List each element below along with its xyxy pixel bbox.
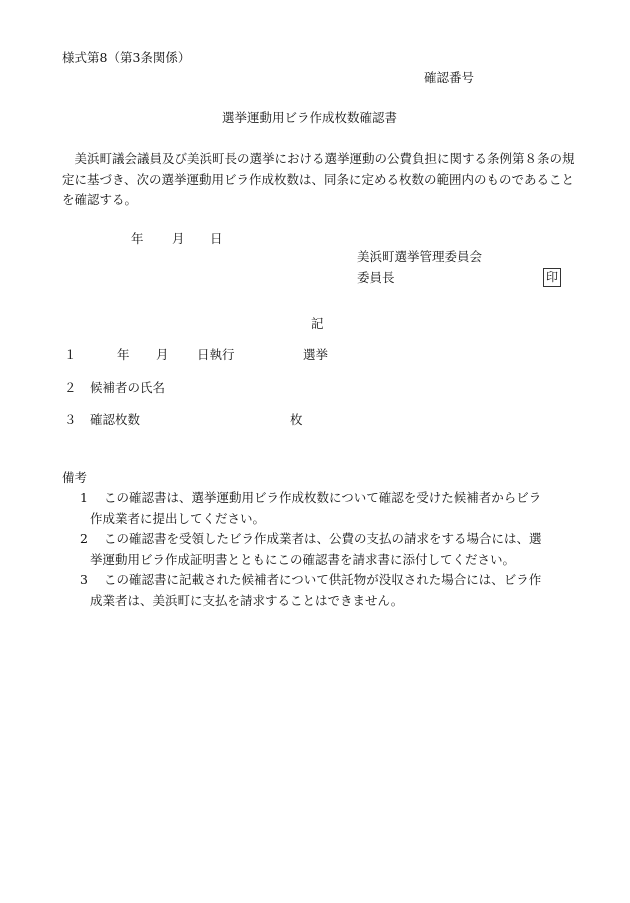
item-number: ２ [64,380,77,395]
seal-stamp: 印 [543,268,561,287]
remark-line: 作成業者に提出してください。 [90,511,266,526]
item-label: 確認枚数 [90,412,141,427]
remark-line: 成業者は、美浜町に支払を請求することはできません。 [90,593,404,608]
remark-number: 2 [80,531,88,546]
remarks-heading: 備考 [62,470,88,485]
item-month: 月 [156,347,169,362]
item-number: １ [64,347,77,362]
date-month: 月 [172,231,185,246]
ki-heading: 記 [311,316,324,331]
item-suffix: 枚 [290,412,303,427]
date-day: 日 [210,231,223,246]
body-paragraph: 美浜町議会議員及び美浜町長の選挙における選挙運動の公費負担に関する条例第８条の規定に基づき、次の選挙運動用ビラ作成枚数は、同条に定める枚数の範囲内のものであることを確認する。 [62,151,575,207]
item-number: ３ [64,412,77,427]
date-year: 年 [131,231,144,246]
remark-line: 挙運動用ビラ作成証明書とともにこの確認書を請求書に添付してください。 [90,552,516,567]
remark-line: この確認書を受領したビラ作成業者は、公費の支払の請求をする場合には、選 [104,531,542,546]
item-label: 候補者の氏名 [90,380,166,395]
issuer-position: 委員長 [357,270,395,285]
remark-number: 3 [80,572,88,587]
confirmation-number-label: 確認番号 [424,70,475,85]
item-day: 日執行 [197,347,235,362]
item-year: 年 [117,347,130,362]
issuer-organization: 美浜町選挙管理委員会 [357,249,483,264]
document-title: 選挙運動用ビラ作成枚数確認書 [222,110,398,125]
form-header: 様式第8（第3条関係） [62,50,191,65]
item-suffix: 選挙 [303,347,329,362]
remark-number: 1 [80,490,88,505]
remark-line: この確認書に記載された候補者について供託物が没収された場合には、ビラ作 [104,572,542,587]
remark-line: この確認書は、選挙運動用ビラ作成枚数について確認を受けた候補者からビラ [104,490,542,505]
